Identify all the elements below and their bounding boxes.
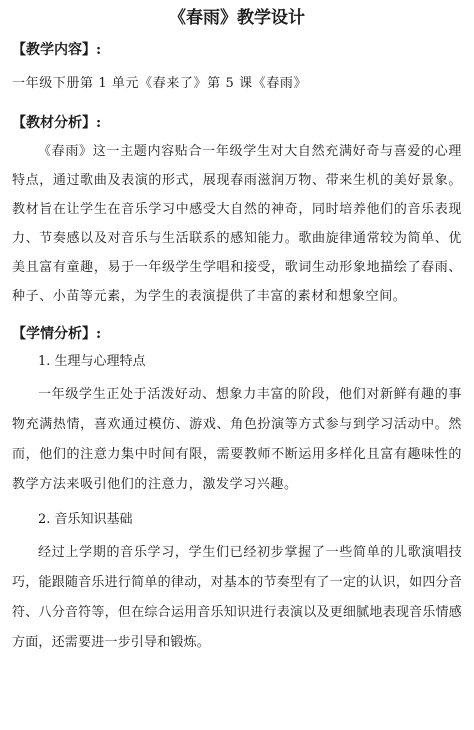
student-analysis-subheading-2: 2. 音乐知识基础: [38, 512, 133, 527]
section-heading-student-analysis: 【学情分析】:: [12, 326, 102, 342]
student-analysis-paragraph-2: 经过上学期的音乐学习，学生们已经初步掌握了一些简单的儿歌演唱技巧，能跟随音乐进行简单的律动，对基本的节奏型有了一定的认识，如四分音符、八分音符等，但在综合运用音乐知识进行表演以及更细腻地表现音乐情感方面，还需要进一步引导和锻炼。: [12, 545, 462, 650]
material-analysis-paragraph: 《春雨》这一主题内容贴合一年级学生对大自然充满好奇与喜爱的心理特点，通过歌曲及表演的形式，展现春雨滋润万物、带来生机的美好景象。教材旨在让学生在音乐学习中感受大自然的神奇，同时培养他们的音乐表现力、节奏感以及对音乐与生活联系的感知能力。歌曲旋律通常较为简单、优美且富有童趣，易于一年级学生学唱和接受，歌词生动形象地描绘了春雨、种子、小苗等元素，为学生的表演提供了丰富的素材和想象空间。: [12, 144, 462, 304]
teaching-content-text: 一年级下册第 1 单元《春来了》第 5 课《春雨》: [12, 76, 308, 91]
section-heading-teaching-content: 【教学内容】:: [12, 42, 102, 58]
document-title: 《春雨》教学设计: [169, 8, 305, 28]
section-heading-material-analysis: 【教材分析】:: [12, 115, 102, 131]
student-analysis-paragraph-1: 一年级学生正处于活泼好动、想象力丰富的阶段，他们对新鲜有趣的事物充满热情，喜欢通过模仿、游戏、角色扮演等方式参与到学习活动中。然而，他们的注意力集中时间有限，需要教师不断运用多样化且富有趣味性的教学方法来吸引他们的注意力，激发学习兴趣。: [12, 387, 462, 492]
student-analysis-subheading-1: 1. 生理与心理特点: [38, 354, 146, 369]
